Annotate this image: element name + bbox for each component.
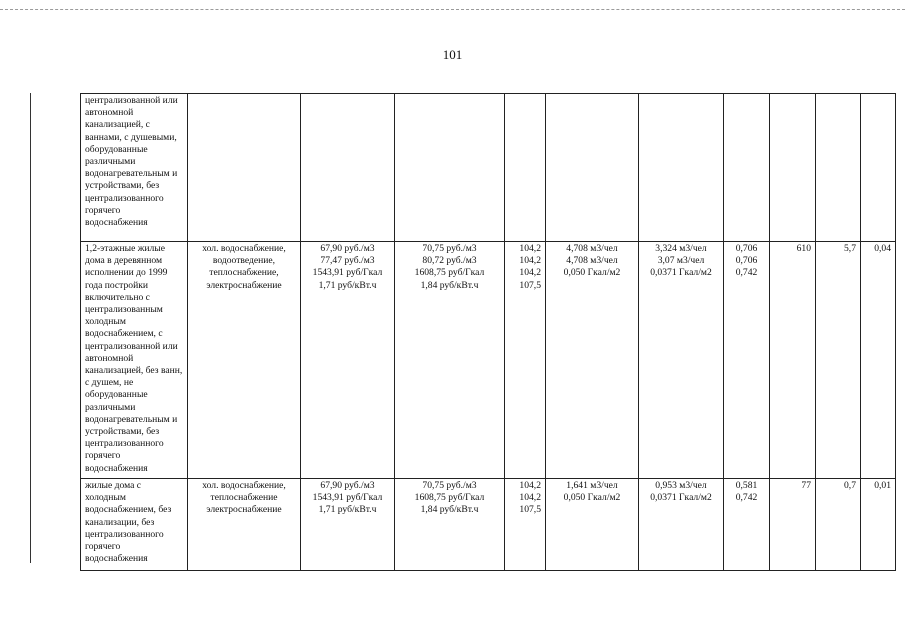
cell-line: 1,84 руб/кВт.ч xyxy=(420,279,479,291)
scan-top-rule xyxy=(0,9,905,10)
tariff-new-cell xyxy=(395,94,505,242)
cell-line: 0,581 xyxy=(735,480,758,491)
cell-line: 0,0371 Гкал/м2 xyxy=(650,492,712,504)
norm-new-cell xyxy=(639,479,724,571)
cell-line: 1,71 руб/кВт.ч xyxy=(318,279,377,291)
cell-line: 1543,91 руб/Гкал xyxy=(312,267,383,279)
cell-line: 67,90 руб./м3 xyxy=(320,243,375,254)
cell-line: 0,742 xyxy=(735,267,758,279)
cell-line: теплоснабжение xyxy=(210,492,278,504)
cell-line: 0,050 Гкал/м2 xyxy=(563,267,621,279)
cell-line: 0,953 м3/чел xyxy=(655,480,707,491)
col10-cell: 5,7 xyxy=(816,242,861,479)
cell-line: 3,07 м3/чел xyxy=(657,255,705,267)
cell-line: 1608,75 руб/Гкал xyxy=(414,267,485,279)
tariff-current-cell xyxy=(301,479,395,571)
index-cell xyxy=(505,94,546,242)
col10-cell: 0,7 xyxy=(816,479,861,571)
cell-line: 104,2 xyxy=(519,492,541,504)
table-row xyxy=(81,242,896,479)
cell-line: 0,706 xyxy=(735,243,758,254)
col10-cell xyxy=(816,94,861,242)
tariff-current-cell xyxy=(301,94,395,242)
cell-line: электроснабжение xyxy=(206,279,282,291)
description-text: централизованной или автономной канализацией, с ваннами, с душевыми, оборудованные различными водонагревательным и устройствами, без централизованного горячего водоснабжения xyxy=(85,95,178,229)
index-cell xyxy=(505,479,546,571)
col9-cell: 77 xyxy=(770,479,816,571)
cell-line: 67,90 руб./м3 xyxy=(320,480,375,491)
norm-current-cell xyxy=(546,94,639,242)
services-cell xyxy=(188,94,301,242)
tariff-new-cell xyxy=(395,242,505,479)
cell-line: 1608,75 руб/Гкал xyxy=(414,492,485,504)
cell-line: 3,324 м3/чел xyxy=(655,243,707,254)
col9-cell xyxy=(770,94,816,242)
coef-cell xyxy=(724,479,770,571)
cell-line: 1,71 руб/кВт.ч xyxy=(318,504,377,516)
table-row xyxy=(81,479,896,571)
norm-new-cell xyxy=(639,94,724,242)
norm-current-cell xyxy=(546,479,639,571)
cell-line: 107,5 xyxy=(519,504,541,516)
cell-line: 0,706 xyxy=(735,255,758,267)
col11-cell: 0,04 xyxy=(861,242,896,479)
services-cell xyxy=(188,479,301,571)
cell-line: теплоснабжение, xyxy=(209,267,279,279)
services-cell xyxy=(188,242,301,479)
col11-cell xyxy=(861,94,896,242)
table-body xyxy=(81,94,896,571)
coef-cell xyxy=(724,242,770,479)
margin-line xyxy=(30,93,31,563)
cell-line: 1543,91 руб/Гкал xyxy=(312,492,383,504)
cell-line: 0,050 Гкал/м2 xyxy=(563,492,621,504)
cell-line: 70,75 руб./м3 xyxy=(422,243,477,254)
description-cell xyxy=(81,94,188,242)
cell-line: 77,47 руб./м3 xyxy=(320,255,375,267)
cell-line: 4,708 м3/чел xyxy=(566,255,618,267)
cell-line: 0,0371 Гкал/м2 xyxy=(650,267,712,279)
tariff-new-cell xyxy=(395,479,505,571)
cell-line: 70,75 руб./м3 xyxy=(422,480,477,491)
cell-line: 1,84 руб/кВт.ч xyxy=(420,504,479,516)
index-cell xyxy=(505,242,546,479)
cell-line: 107,5 xyxy=(519,279,541,291)
cell-line: 104,2 xyxy=(519,243,541,254)
norm-new-cell xyxy=(639,242,724,479)
cell-line: 4,708 м3/чел xyxy=(566,243,618,254)
cell-line: 104,2 xyxy=(519,267,541,279)
cell-line: 1,641 м3/чел xyxy=(566,480,618,491)
cell-line: 80,72 руб./м3 xyxy=(422,255,477,267)
description-cell xyxy=(81,479,188,571)
tariff-table xyxy=(80,93,896,571)
coef-cell xyxy=(724,94,770,242)
page-number: 101 xyxy=(442,47,463,62)
cell-line: хол. водоснабжение, xyxy=(202,480,286,491)
norm-current-cell xyxy=(546,242,639,479)
description-text: 1,2-этажные жилые дома в деревянном исполнении до 1999 года постройки включительно с централизованным холодным водоснабжением, с централизованной или автономной канализацией, без ванн, с душем, не оборудованные различными водонагревательным и устройствами, без централизованного горячего водоснабжения xyxy=(85,243,183,474)
description-text: жилые дома с холодным водоснабжением, без канализации, без централизованного горячего водоснабжения xyxy=(85,480,172,565)
cell-line: 104,2 xyxy=(519,480,541,491)
table-row xyxy=(81,94,896,242)
cell-line: хол. водоснабжение, xyxy=(202,243,286,254)
col9-cell: 610 xyxy=(770,242,816,479)
cell-line: 104,2 xyxy=(519,255,541,267)
description-cell xyxy=(81,242,188,479)
cell-line: 0,742 xyxy=(735,492,758,504)
cell-line: водоотведение, xyxy=(212,255,276,267)
col11-cell: 0,01 xyxy=(861,479,896,571)
tariff-current-cell xyxy=(301,242,395,479)
cell-line: электроснабжение xyxy=(206,504,282,516)
